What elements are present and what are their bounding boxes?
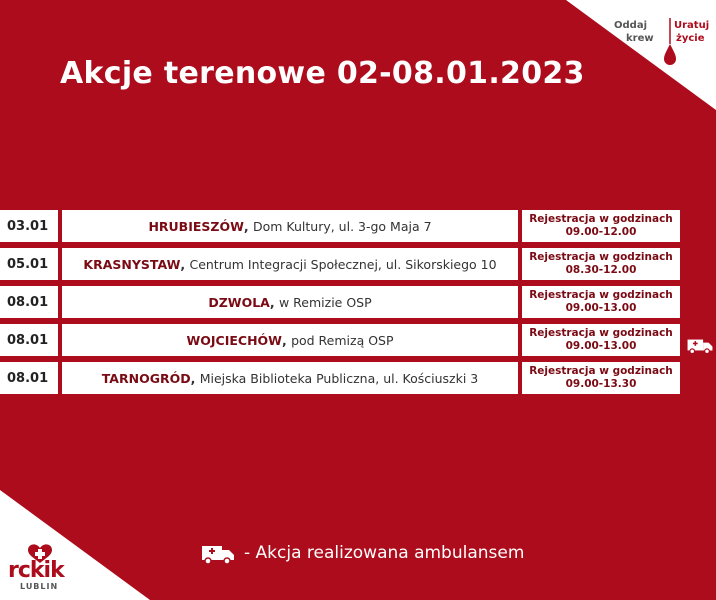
row-registration: [522, 210, 680, 242]
row-venue: pod Remizą OSP: [291, 332, 394, 348]
row-hours-label: Rejestracja w godzinach: [529, 213, 673, 225]
logo-word-uratuj: Uratuj: [674, 20, 710, 31]
table-row: [0, 286, 680, 318]
row-date: 08.01: [0, 362, 58, 394]
table-row: [0, 210, 680, 242]
row-date: 05.01: [0, 248, 58, 280]
legend: [200, 540, 524, 566]
row-town: DZWOLA: [208, 294, 270, 310]
row-separator: ,: [281, 332, 292, 348]
row-registration: [522, 248, 680, 280]
logo-rckik-text: rckik: [8, 558, 64, 583]
table-row: [0, 248, 680, 280]
row-town: WOJCIECHÓW: [186, 332, 282, 348]
row-town: HRUBIESZÓW: [148, 218, 244, 234]
row-hours: 08.30-12.00: [565, 264, 637, 276]
row-date: 08.01: [0, 286, 58, 318]
row-date: 03.01: [0, 210, 58, 242]
row-date: 08.01: [0, 324, 58, 356]
table-row: [0, 324, 680, 356]
logo-word-zycie: życie: [676, 33, 705, 44]
row-hours-label: Rejestracja w godzinach: [529, 251, 673, 263]
row-hours: 09.00-12.00: [565, 226, 637, 238]
row-place: [62, 362, 518, 394]
row-venue: Dom Kultury, ul. 3-go Maja 7: [252, 218, 432, 234]
logo-lublin-text: LUBLIN: [20, 582, 59, 591]
row-registration: [522, 324, 680, 356]
ambulance-icon: [200, 540, 236, 566]
row-town: KRASNYSTAW: [83, 256, 181, 272]
oddaj-krew-logo: [614, 14, 710, 74]
logo-word-oddaj: Oddaj: [614, 20, 647, 31]
rckik-logo: [6, 542, 76, 594]
logo-word-krew: krew: [626, 33, 654, 44]
row-separator: ,: [269, 294, 279, 310]
row-hours-label: Rejestracja w godzinach: [529, 365, 673, 377]
row-registration: [522, 362, 680, 394]
row-hours: 09.00-13.00: [565, 340, 637, 352]
row-venue: w Remizie OSP: [278, 294, 372, 310]
row-venue: Centrum Integracji Społecznej, ul. Sikorskiego 10: [189, 256, 497, 272]
row-hours: 09.00-13.30: [565, 378, 637, 390]
row-place: [62, 210, 518, 242]
row-separator: ,: [180, 256, 190, 272]
row-separator: ,: [190, 370, 200, 386]
row-registration: [522, 286, 680, 318]
ambulance-icon: [686, 334, 714, 356]
row-hours: 09.00-13.00: [565, 302, 637, 314]
row-place: [62, 248, 518, 280]
row-town: TARNOGRÓD: [101, 370, 191, 386]
row-place: [62, 286, 518, 318]
row-separator: ,: [243, 218, 253, 234]
row-hours-label: Rejestracja w godzinach: [529, 289, 673, 301]
row-hours-label: Rejestracja w godzinach: [529, 327, 673, 339]
row-venue: Miejska Biblioteka Publiczna, ul. Kościuszki 3: [199, 370, 479, 386]
table-row: [0, 362, 680, 394]
page-title: Akcje terenowe 02-08.01.2023: [60, 56, 585, 91]
legend-text: - Akcja realizowana ambulansem: [244, 543, 525, 563]
row-place: [62, 324, 518, 356]
